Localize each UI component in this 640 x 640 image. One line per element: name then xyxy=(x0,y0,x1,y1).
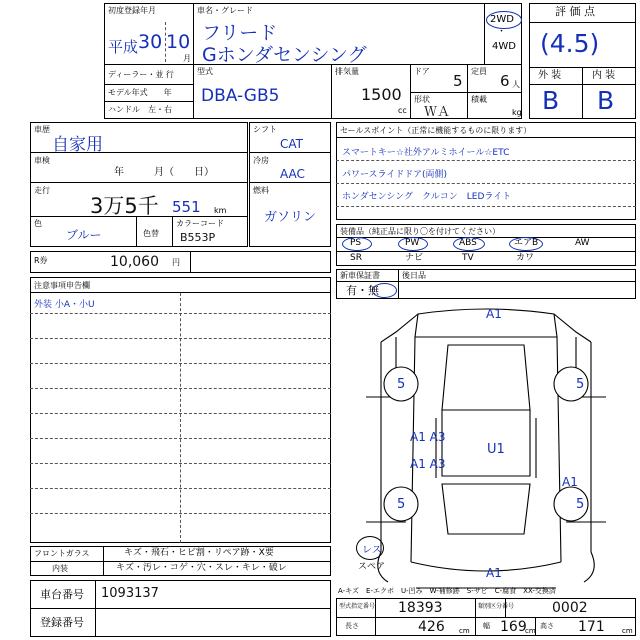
ac-value: AAC xyxy=(280,167,305,181)
score-value: (4.5) xyxy=(540,29,600,58)
drive-dot: ・ xyxy=(497,27,507,37)
mark-wheel-fr: 5 xyxy=(576,377,585,392)
capacity-label: 定員 xyxy=(471,67,487,76)
car-name: フリード xyxy=(202,22,278,44)
reg-era: 平成 xyxy=(108,38,139,56)
equip-pw: PW xyxy=(405,238,420,248)
grade: Gホンダセンシング xyxy=(202,44,367,66)
width-label: 幅 xyxy=(483,622,490,630)
class-label: 類別区分番号 xyxy=(478,603,515,610)
width-value: 169 xyxy=(500,619,527,635)
cc-unit: cc xyxy=(398,106,407,115)
warranty-label: 新車保証書 xyxy=(340,271,380,280)
reg-number-label: 登録番号 xyxy=(40,616,84,629)
chassis-label: 車台番号 xyxy=(40,588,84,601)
r-ticket-frame xyxy=(30,251,331,273)
equip-ps: PS xyxy=(350,238,362,248)
mark-wheel-fl: 5 xyxy=(397,377,406,392)
paint-label: 色替 xyxy=(143,229,159,238)
sales-point-2: パワースライドドア(両側) xyxy=(342,170,448,180)
length-label: 長さ xyxy=(345,622,359,630)
sales-point-3: ホンダセンシング クルコン LEDライト xyxy=(342,192,512,202)
cm-unit-2: cm xyxy=(525,627,536,635)
dealer-label: ディーラー・並 行 xyxy=(108,70,174,79)
mark-left-rear-door: A1 A3 xyxy=(410,457,446,471)
mark-right-rear-a1: A1 xyxy=(562,475,578,489)
length-value: 426 xyxy=(418,619,445,635)
person-unit: 人 xyxy=(512,80,520,89)
mark-roof-u1: U1 xyxy=(487,442,505,457)
color-label: 色 xyxy=(34,219,42,228)
interior-cond-label: 内装 xyxy=(52,564,68,573)
reg-month: 10 xyxy=(166,31,191,53)
class-value: 0002 xyxy=(552,600,588,616)
fuel-label: 燃料 xyxy=(253,186,269,195)
type-label: 型式 xyxy=(197,67,213,76)
kg-unit: kg xyxy=(512,108,522,117)
r-ticket-label: R券 xyxy=(34,256,48,265)
capacity-value: 6 xyxy=(500,72,510,90)
spare-label: スペア xyxy=(358,562,386,572)
interior-grade: B xyxy=(597,86,615,115)
reg-year: 30 xyxy=(138,31,163,53)
mark-rear-a1: A1 xyxy=(486,566,502,580)
height-label: 高さ xyxy=(540,622,554,630)
equip-aw: AW xyxy=(575,238,590,248)
door-label: ドア xyxy=(414,67,430,76)
equip-abs: ABS xyxy=(459,238,477,248)
name-grade-label: 車名・グレード xyxy=(197,6,253,15)
postcheck-label: 後日品 xyxy=(402,271,426,280)
cert-label: 型式指定番号 xyxy=(339,603,376,610)
interior-options: キズ・汚レ・コゲ・穴・スレ・キレ・破レ xyxy=(116,563,287,573)
score-label: 評 価 点 xyxy=(555,5,595,18)
shape-value: ＷＡ xyxy=(424,105,451,120)
equip-tv: TV xyxy=(462,253,474,263)
drive-4wd: 4WD xyxy=(492,41,516,52)
ac-label: 冷房 xyxy=(253,156,269,165)
color-code-label: カラーコード xyxy=(176,219,224,228)
type-value: DBA-GB5 xyxy=(201,86,280,106)
equip-sr: SR xyxy=(350,253,362,263)
spare-mark: レス xyxy=(362,545,382,556)
equip-leather: カワ xyxy=(516,253,535,263)
weight-label: 積載 xyxy=(471,95,487,104)
sales-point-1: スマートキー☆社外アルミホイール☆ETC xyxy=(342,148,510,158)
color-code-value: B553P xyxy=(180,231,216,244)
height-value: 171 xyxy=(578,619,605,635)
interior-label: 内 装 xyxy=(592,70,616,81)
windshield-label: フロントガラス xyxy=(34,549,90,558)
cm-unit-1: cm xyxy=(459,627,470,635)
reg-year-label: 初度登録年月 xyxy=(108,6,156,15)
exterior-label: 外 装 xyxy=(538,70,562,81)
yen-unit: 円 xyxy=(172,258,180,267)
mark-left-front-door: A1 A3 xyxy=(410,430,446,444)
drive-2wd: 2WD xyxy=(490,14,514,25)
door-value: 5 xyxy=(453,72,463,90)
month-unit: 月 xyxy=(183,54,191,63)
inspection-label: 車検 xyxy=(34,156,50,165)
fuel-value: ガソリン xyxy=(264,210,317,225)
mark-wheel-rl: 5 xyxy=(397,497,406,512)
mark-front-a1: A1 xyxy=(486,307,502,321)
usage-label: 車歴 xyxy=(34,125,50,134)
equipment-label: 装備品（純正品に限り〇を付けてください） xyxy=(340,227,500,236)
model-year-label: モデル年式 年 xyxy=(108,88,172,97)
displacement-value: 1500 xyxy=(361,85,402,104)
mileage-sub: 551 xyxy=(172,198,201,216)
equip-airbag: エアB xyxy=(514,238,539,248)
mark-wheel-rr: 5 xyxy=(576,497,585,512)
sales-label: セールスポイント（正常に機能するものに限ります） xyxy=(340,126,532,135)
notes-value: 外装 小A・小U xyxy=(34,300,95,310)
r-ticket-value: 10,060 xyxy=(110,254,159,270)
mileage-value: 3万5千 xyxy=(90,194,159,218)
shape-label: 形状 xyxy=(414,95,430,104)
warranty-value: 有・無 xyxy=(346,284,379,297)
damage-legend: A-キズ E-エクボ U-凹み W-補修跡 S-サビ C-腐食 XX-交換済 xyxy=(338,587,556,595)
windshield-options: キズ・飛石・ヒビ割・リペア跡・X要 xyxy=(124,548,274,558)
cert-value: 18393 xyxy=(398,600,443,616)
displacement-label: 排気量 xyxy=(335,67,359,76)
shift-label: シフト xyxy=(253,125,277,134)
shift-value: CAT xyxy=(280,137,303,151)
usage-value: 自家用 xyxy=(52,135,103,155)
equip-navi: ナビ xyxy=(405,253,424,263)
notes-label: 注意事項申告欄 xyxy=(34,281,90,290)
km-unit: km xyxy=(214,206,227,215)
chassis-value: 1093137 xyxy=(101,586,159,601)
exterior-grade: B xyxy=(542,86,560,115)
mileage-label: 走行 xyxy=(34,186,50,195)
inspection-text: 年 月（ 日） xyxy=(114,167,214,178)
handle-label: ハンドル 左・右 xyxy=(108,105,172,114)
cm-unit-3: cm xyxy=(622,627,633,635)
color-value: ブルー xyxy=(66,228,102,242)
